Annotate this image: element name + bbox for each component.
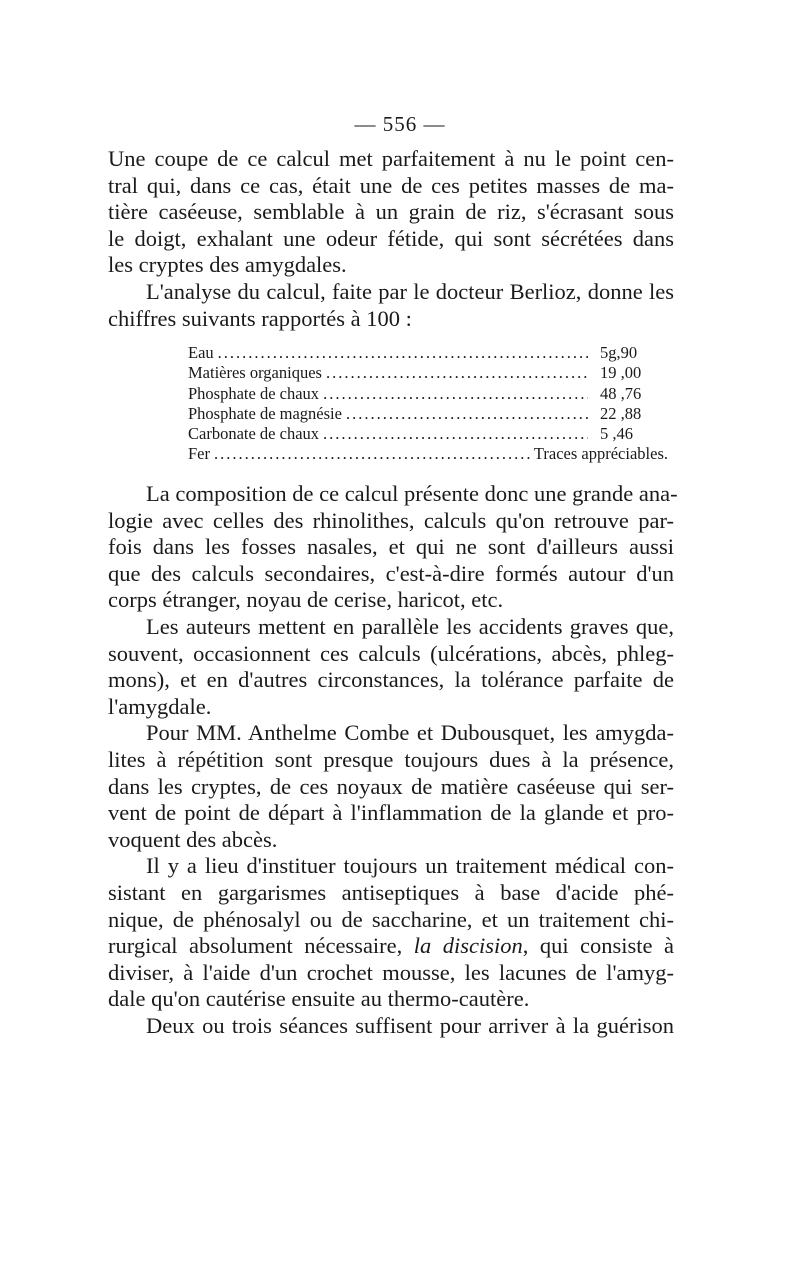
table-row — [188, 384, 668, 404]
row-value: 19 ,00 — [600, 363, 642, 383]
opening-text — [108, 146, 674, 332]
text-line: tière caséeuse, semblable à un grain de riz, s'écrasant sous — [108, 199, 674, 225]
row-label: Eau — [188, 343, 214, 362]
text-line: nique, de phénosalyl ou de saccharine, et un traitement chi- — [108, 906, 674, 932]
table-row — [188, 424, 668, 444]
text-line: mons), et en d'autres circonstances, la tolérance parfaite de — [108, 667, 674, 693]
row-value: 22 ,88 — [600, 403, 642, 423]
text-line: corps étranger, noyau de cerise, haricot, etc. — [108, 587, 504, 613]
text-line: chiffres suivants rapportés à 100 : — [108, 305, 412, 331]
emphasis-term: la discision — [413, 933, 523, 959]
text-line: l'amygdale. — [108, 693, 212, 719]
dot-leader — [323, 384, 588, 404]
table-row — [188, 444, 668, 464]
dot-leader — [214, 444, 530, 464]
text-line: voquent des abcès. — [108, 826, 278, 852]
analysis-table — [188, 343, 668, 465]
dot-leader — [323, 424, 588, 444]
dot-leader — [346, 404, 588, 424]
text-line: Deux ou trois séances suffisent pour arriver à la guérison — [146, 1012, 674, 1038]
text-line: vent de point de départ à l'inflammation de la glande et pro- — [108, 800, 674, 826]
row-label: Fer — [188, 444, 210, 464]
text-line: dale qu'on cautérise ensuite au thermo-cautère. — [108, 986, 530, 1012]
text-line: tral qui, dans ce cas, était une de ces petites masses de ma- — [108, 172, 674, 198]
dot-leader — [218, 343, 588, 363]
text-line: lites à répétition sont presque toujours dues à la présence, — [108, 746, 674, 772]
row-value: 5g,90 — [600, 343, 638, 362]
dot-leader — [326, 363, 588, 383]
table-row — [188, 363, 668, 383]
text-line: logie avec celles des rhinolithes, calculs qu'on retrouve par- — [108, 507, 674, 533]
text-line: Pour MM. Anthelme Combe et Dubousquet, les amygda- — [146, 720, 674, 746]
text-line: La composition de ce calcul présente donc une grande ana- — [146, 481, 678, 506]
text-line: Les auteurs mettent en parallèle les accidents graves que, — [146, 613, 674, 639]
row-value: 48 ,76 — [600, 383, 642, 403]
text-line: souvent, occasionnent ces calculs (ulcérations, abcès, phleg- — [108, 640, 674, 666]
text-run: , qui consiste à — [522, 933, 675, 959]
row-value: Traces appréciables. — [533, 444, 668, 464]
text-line-with-emphasis — [108, 933, 674, 960]
text-line: les cryptes des amygdales. — [108, 252, 347, 278]
row-label: Phosphate de chaux — [188, 383, 320, 403]
text-line: fois dans les fosses nasales, et qui ne sont d'ailleurs aussi — [108, 534, 674, 560]
text-line: Il y a lieu d'instituer toujours un traitement médical con- — [146, 853, 674, 879]
text-line: que des calculs secondaires, c'est-à-dire formés autour d'un — [108, 560, 674, 586]
row-label: Phosphate de magnésie — [188, 403, 342, 423]
text-line: sistant en gargarismes antiseptiques à base d'acide phé- — [108, 879, 674, 905]
text-line: dans les cryptes, de ces noyaux de matière caséeuse qui ser- — [108, 773, 674, 799]
text-line: Une coupe de ce calcul met parfaitement à nu le point cen- — [108, 146, 674, 171]
body-text — [108, 481, 678, 1039]
text-line: L'analyse du calcul, faite par le docteur Berlioz, donne les — [146, 278, 674, 304]
text-line: le doigt, exhalant une odeur fétide, qui sont sécrétées dans — [108, 225, 674, 251]
row-label: Matières organiques — [188, 363, 322, 383]
table-row — [188, 404, 668, 424]
row-value: 5 ,46 — [600, 424, 633, 444]
table-row — [188, 343, 668, 363]
page-number: — 556 — — [354, 112, 446, 136]
row-label: Carbonate de chaux — [188, 424, 320, 444]
text-line: diviser, à l'aide d'un crochet mousse, les lacunes de l'amyg- — [108, 959, 674, 985]
text-run: rurgical absolument nécessaire, — [108, 933, 414, 959]
